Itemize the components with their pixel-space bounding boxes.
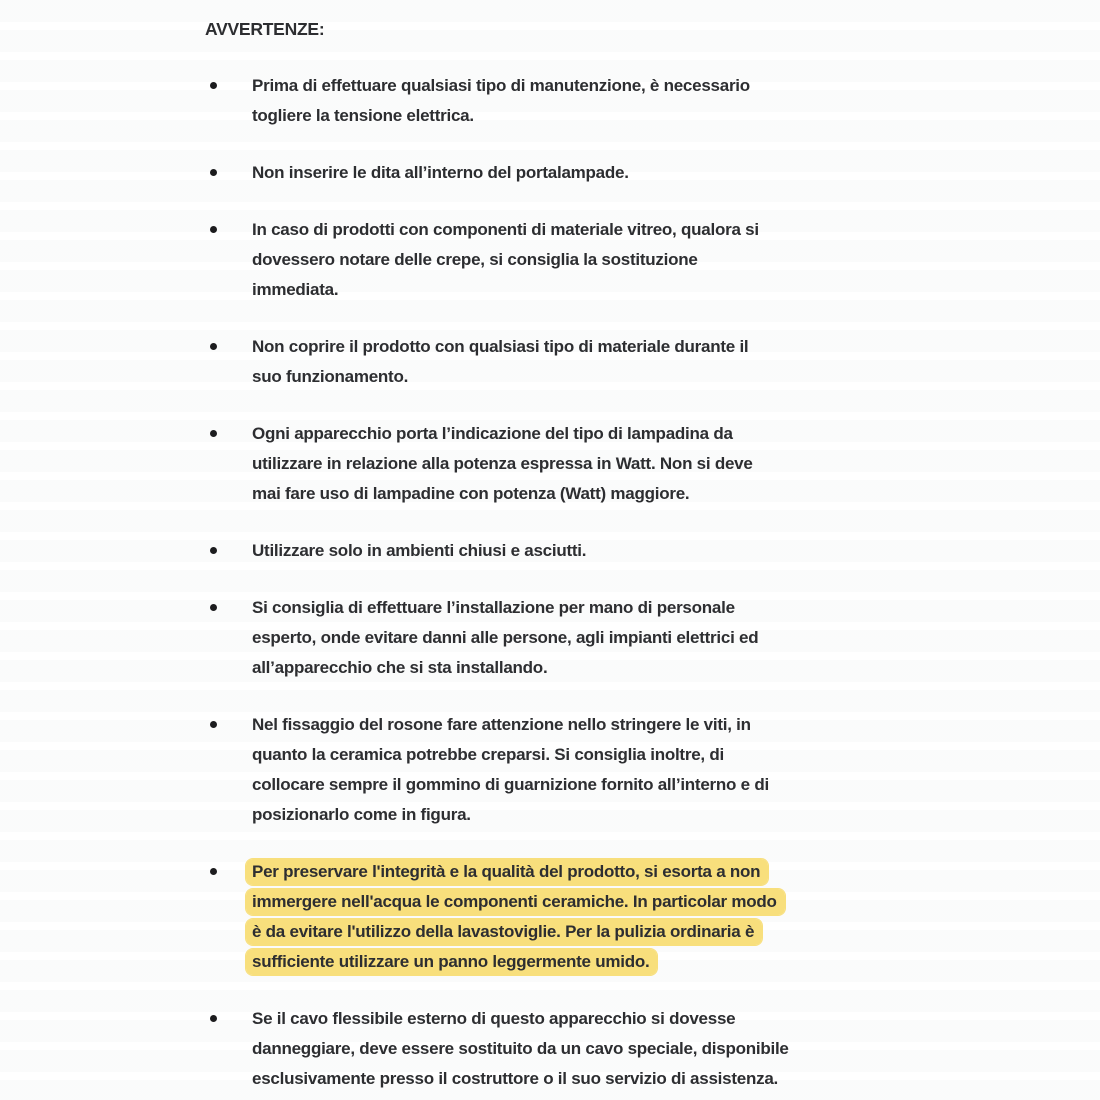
bullet-icon — [210, 1015, 217, 1022]
text-line: Se il cavo flessibile esterno di questo apparecchio si dovesse — [252, 1009, 736, 1028]
page-title: AVVERTENZE: — [205, 19, 325, 39]
text-line: togliere la tensione elettrica. — [252, 106, 474, 125]
text-line: Si consiglia di effettuare l’installazione per mano di personale — [252, 598, 735, 617]
list-item — [205, 1004, 930, 1094]
bullet-icon — [210, 604, 217, 611]
highlighted-text-line: Per preservare l'integrità e la qualità del prodotto, si esorta a non — [246, 859, 768, 885]
text-line: posizionarlo come in figura. — [252, 805, 471, 824]
warning-list — [0, 71, 1100, 1094]
text-line: esclusivamente presso il costruttore o il suo servizio di assistenza. — [252, 1069, 779, 1088]
bullet-icon — [210, 430, 217, 437]
bullet-icon — [210, 226, 217, 233]
list-item — [205, 71, 930, 131]
list-item — [205, 593, 930, 683]
text-line: Nel fissaggio del rosone fare attenzione nello stringere le viti, in — [252, 715, 751, 734]
bullet-icon — [210, 547, 217, 554]
list-item — [205, 332, 930, 392]
list-item — [205, 857, 930, 977]
list-item — [205, 215, 930, 305]
bullet-icon — [210, 169, 217, 176]
text-line: dovessero notare delle crepe, si consiglia la sostituzione — [252, 250, 698, 269]
text-line: collocare sempre il gommino di guarnizione fornito all’interno e di — [252, 775, 769, 794]
text-line: quanto la ceramica potrebbe creparsi. Si consiglia inoltre, di — [252, 745, 724, 764]
text-line: Non coprire il prodotto con qualsiasi tipo di materiale durante il — [252, 337, 749, 356]
text-line: Utilizzare solo in ambienti chiusi e asciutti. — [252, 541, 587, 560]
list-item — [205, 536, 930, 566]
text-line: immediata. — [252, 280, 339, 299]
list-item — [205, 158, 930, 188]
text-line: all’apparecchio che si sta installando. — [252, 658, 548, 677]
text-line: Non inserire le dita all’interno del portalampade. — [252, 163, 629, 182]
list-item — [205, 710, 930, 830]
highlighted-text-line: immergere nell'acqua le componenti ceramiche. In particolar modo — [246, 889, 785, 915]
text-line: Ogni apparecchio porta l’indicazione del tipo di lampadina da — [252, 424, 733, 443]
text-line: esperto, onde evitare danni alle persone, agli impianti elettrici ed — [252, 628, 759, 647]
list-item — [205, 419, 930, 509]
text-line: In caso di prodotti con componenti di materiale vitreo, qualora si — [252, 220, 759, 239]
bullet-icon — [210, 721, 217, 728]
bullet-icon — [210, 343, 217, 350]
highlighted-text-line: è da evitare l'utilizzo della lavastoviglie. Per la pulizia ordinaria è — [246, 919, 762, 945]
text-line: Prima di effettuare qualsiasi tipo di manutenzione, è necessario — [252, 76, 750, 95]
text-line: mai fare uso di lampadine con potenza (Watt) maggiore. — [252, 484, 690, 503]
bullet-icon — [210, 868, 217, 875]
highlighted-text-line: sufficiente utilizzare un panno leggermente umido. — [246, 949, 657, 975]
text-line: utilizzare in relazione alla potenza espressa in Watt. Non si deve — [252, 454, 753, 473]
text-line: danneggiare, deve essere sostituito da un cavo speciale, disponibile — [252, 1039, 789, 1058]
bullet-icon — [210, 82, 217, 89]
text-line: suo funzionamento. — [252, 367, 409, 386]
